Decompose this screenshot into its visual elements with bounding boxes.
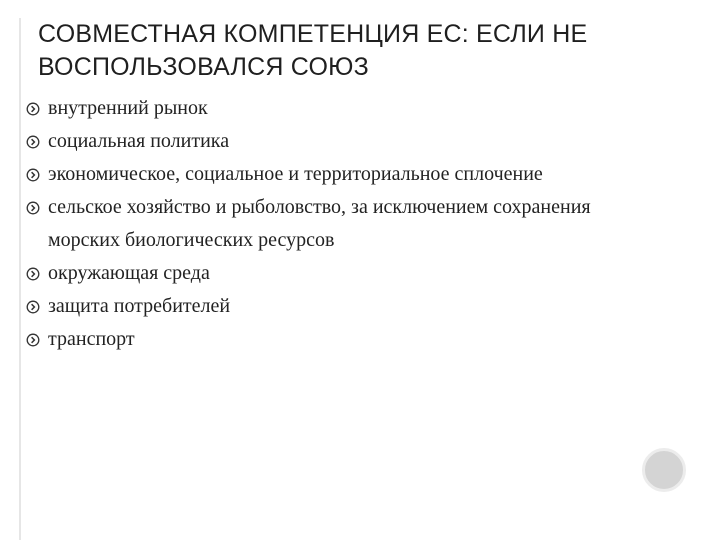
- circled-chevron-right-icon: [26, 267, 40, 281]
- circled-chevron-right-icon: [26, 168, 40, 182]
- list-item-text: внутренний рынок: [48, 97, 208, 119]
- list-item-text: экономическое, социальное и территориальное сплочение: [48, 163, 543, 185]
- list-item-agriculture-fisheries: [26, 191, 716, 257]
- list-item-text: транспорт: [48, 328, 135, 350]
- list-item-transport: [26, 323, 716, 356]
- list-item-cohesion: [26, 158, 716, 191]
- list-item-text-line-2: морских биологических ресурсов: [48, 229, 335, 251]
- slide-title-line-2: ВОСПОЛЬЗОВАЛСЯ СОЮЗ: [38, 53, 369, 81]
- slide-title: [38, 18, 698, 84]
- list-item-text: социальная политика: [48, 130, 230, 152]
- list-item-text: окружающая среда: [48, 262, 210, 284]
- circled-chevron-right-icon: [26, 135, 40, 149]
- circled-chevron-right-icon: [26, 201, 40, 215]
- slide-title-line-1: СОВМЕСТНАЯ КОМПЕТЕНЦИЯ ЕС: ЕСЛИ НЕ: [38, 20, 588, 48]
- list-item-text-line-1: сельское хозяйство и рыболовство, за исключением сохранения: [48, 196, 591, 218]
- circled-chevron-right-icon: [26, 300, 40, 314]
- circled-chevron-right-icon: [26, 102, 40, 116]
- competence-list: [26, 92, 716, 356]
- left-accent-line: [19, 18, 21, 540]
- list-item-internal-market: [26, 92, 716, 125]
- list-item-consumer-protection: [26, 290, 716, 323]
- list-item-social-policy: [26, 125, 716, 158]
- list-item-environment: [26, 257, 716, 290]
- circled-chevron-right-icon: [26, 333, 40, 347]
- decorative-circle: [642, 448, 686, 492]
- list-item-text: защита потребителей: [48, 295, 231, 317]
